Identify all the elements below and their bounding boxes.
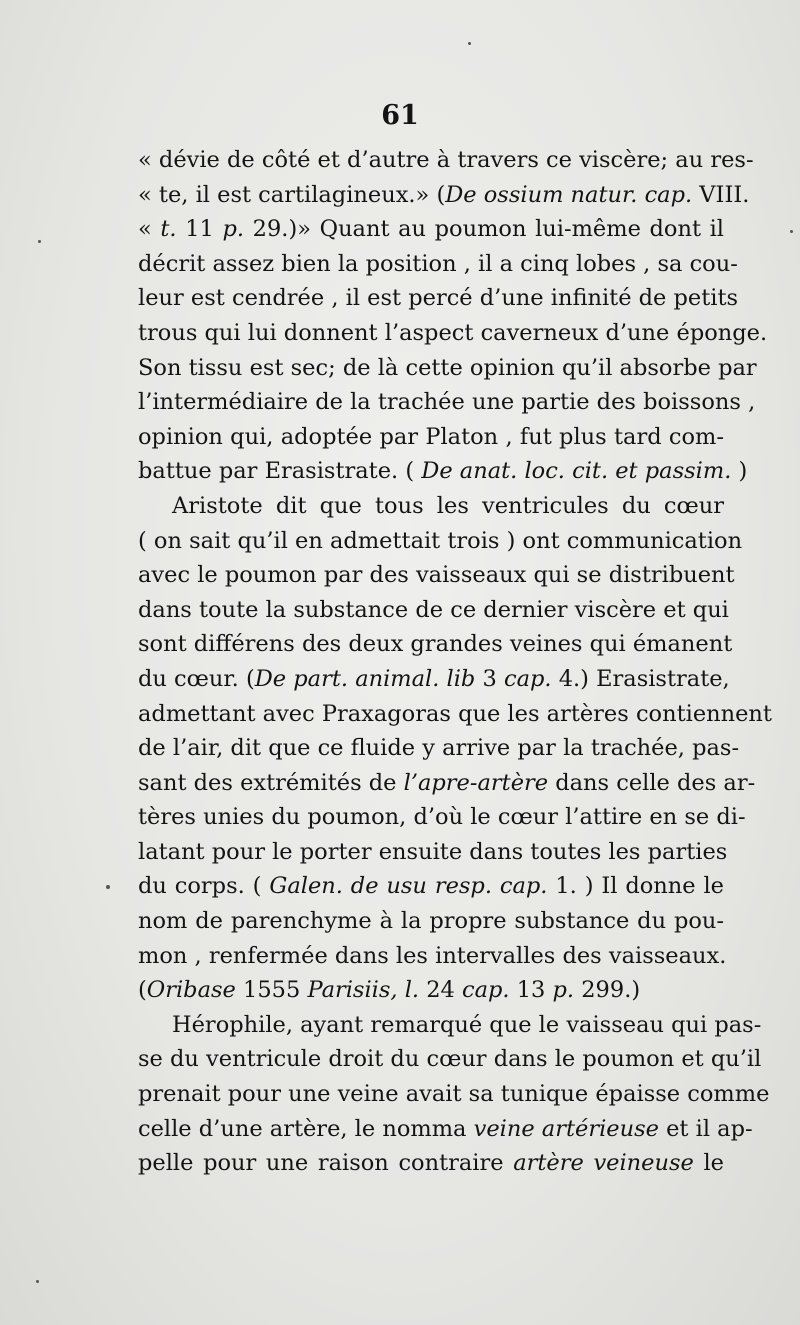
text-segment: ) (731, 458, 748, 485)
paper-speck (36, 1280, 39, 1283)
text-segment: 13 (509, 977, 553, 1004)
text-segment: Son tissu est sec; de là cette opinion qu’il absorbe par (138, 354, 757, 381)
text-line (138, 143, 754, 178)
text-line (138, 835, 728, 870)
text-line (138, 1112, 753, 1147)
text-segment: 1555 (235, 977, 308, 1004)
italic-citation: cap. (503, 665, 552, 692)
text-line (138, 454, 748, 489)
text-segment: dans toute la substance de ce dernier viscère et qui (138, 596, 729, 623)
text-line (138, 627, 733, 662)
paper-speck (38, 240, 41, 243)
text-line (138, 489, 724, 524)
text-segment: ( (138, 977, 147, 1004)
paper-speck (790, 230, 793, 233)
page-number: 61 (381, 100, 419, 131)
text-segment: sant des extrémités de (138, 769, 404, 796)
italic-citation: De ossium natur. cap. (445, 181, 693, 208)
text-line (138, 351, 757, 386)
text-line (138, 524, 743, 559)
italic-citation: p. (552, 977, 575, 1004)
text-segment: « dévie de côté et d’autre à travers ce viscère; au res- (138, 147, 754, 173)
text-line (138, 731, 740, 766)
text-segment: pelle pour une raison contraire (138, 1150, 514, 1177)
text-segment: latant pour le porter ensuite dans toutes les parties (138, 838, 728, 865)
text-segment: de l’air, dit que ce fluide y arrive par la trachée, pas- (138, 735, 740, 762)
text-segment: « (138, 216, 161, 243)
text-segment: ( on sait qu’il en admettait trois ) ont communication (138, 527, 743, 554)
text-segment: le (693, 1150, 724, 1177)
text-line (138, 973, 724, 1008)
paper-speck (106, 885, 110, 889)
text-segment: celle d’une artère, le nomma (138, 1115, 474, 1142)
text-segment: trous qui lui donnent l’aspect caverneux d’une éponge. (138, 319, 768, 346)
text-segment: tères unies du poumon, d’où le cœur l’attire en se di- (138, 804, 746, 831)
text-segment: 3 (475, 665, 504, 692)
text-segment: leur est cendrée , il est percé d’une infinité de petits (138, 285, 739, 312)
text-line (138, 800, 746, 835)
text-segment: dans celle des ar- (548, 769, 756, 796)
text-segment: 11 (176, 216, 223, 243)
text-segment: 299.) (574, 977, 641, 1004)
text-line (138, 1077, 770, 1112)
italic-citation: De part. animal. lib (254, 665, 476, 692)
text-segment: VIII. (692, 181, 750, 208)
text-line (138, 247, 738, 282)
text-segment: sont différens des deux grandes veines qui émanent (138, 631, 733, 658)
text-segment: battue par Erasistrate. ( (138, 458, 422, 485)
text-segment: Hérophile, ayant remarqué que le vaisseau qui pas- (172, 1011, 762, 1038)
text-segment: se du ventricule droit du cœur dans le poumon et qu’il (138, 1046, 762, 1073)
text-line (138, 385, 756, 420)
text-segment: décrit assez bien la position , il a cinq lobes , sa cou- (138, 250, 738, 277)
text-line (138, 662, 730, 697)
italic-citation: Galen. de usu resp. cap. (269, 873, 548, 900)
italic-citation: De anat. loc. cit. et passim. (421, 458, 732, 485)
text-segment: avec le poumon par des vaisseaux qui se distribuent (138, 562, 735, 589)
text-line (138, 178, 750, 213)
italic-citation: t. (160, 216, 177, 243)
text-segment: 1. ) Il donne le (547, 873, 724, 900)
text-segment: « te, il est cartilagineux.» ( (138, 181, 446, 208)
text-segment: l’intermédiaire de la trachée une partie des boissons , (138, 389, 756, 416)
text-segment: admettant avec Praxagoras que les artères contiennent (138, 700, 772, 727)
italic-citation: Oribase (146, 977, 236, 1004)
italic-citation: p. (222, 216, 245, 243)
italic-citation: cap. (462, 977, 510, 1004)
text-segment: 24 (419, 977, 463, 1004)
text-segment: du corps. ( (138, 873, 270, 900)
italic-citation: artère veineuse (513, 1150, 694, 1177)
italic-citation: veine artérieuse (473, 1115, 659, 1142)
text-line (138, 593, 729, 628)
text-segment: et il ap- (658, 1115, 753, 1142)
text-line (138, 1146, 724, 1181)
text-line (138, 212, 724, 247)
text-segment: Aristote dit que tous les ventricules du cœur (172, 492, 724, 519)
text-segment: nom de parenchyme à la propre substance du pou- (138, 908, 724, 935)
italic-citation: Parisiis, l. (307, 977, 420, 1004)
text-segment: prenait pour une veine avait sa tunique épaisse comme (138, 1081, 770, 1108)
text-segment: 29.)» Quant au poumon lui-même dont il (244, 216, 725, 243)
italic-citation: l’apre-artère (403, 769, 549, 796)
text-line (138, 869, 724, 904)
paper-speck (468, 42, 471, 45)
text-line (138, 420, 724, 455)
text-segment: opinion qui, adoptée par Platon , fut plus tard com- (138, 423, 724, 450)
text-line (138, 281, 739, 316)
text-line (138, 1008, 762, 1043)
text-line (138, 697, 772, 732)
text-line (138, 766, 756, 801)
body-text (138, 143, 772, 1181)
text-segment: mon , renfermée dans les intervalles des vaisseaux. (138, 942, 727, 969)
text-line (138, 316, 768, 351)
text-line (138, 1042, 762, 1077)
text-line (138, 558, 735, 593)
text-line (138, 904, 724, 939)
text-segment: du cœur. ( (138, 665, 255, 692)
text-segment: 4.) Erasistrate, (551, 665, 730, 692)
text-line (138, 939, 727, 974)
